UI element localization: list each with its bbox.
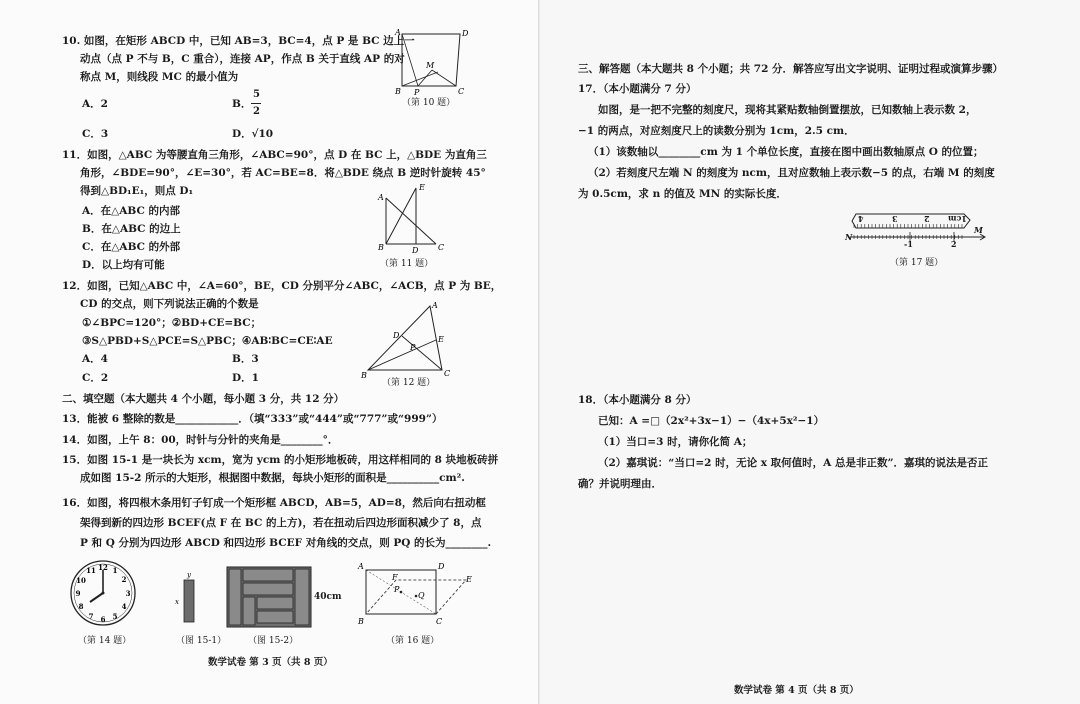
svg-text:6: 6	[100, 615, 106, 624]
q11-option-b: B．在△ABC 的边上	[82, 223, 181, 235]
q10-option-b: B．	[232, 98, 252, 110]
q18-line1: 已知：A =□（2x²+3x−1）−（4x+5x²−1）	[598, 415, 825, 427]
q10-line1: 10. 如图，在矩形 ABCD 中，已知 AB=3，BC=4，点 P 是 BC 边上一	[62, 35, 415, 47]
q18-line4: 确？并说明理由．	[578, 478, 662, 490]
svg-text:A: A	[378, 193, 384, 202]
q10-option-c: C．3	[82, 128, 109, 140]
svg-text:E: E	[466, 575, 472, 584]
svg-text:x: x	[175, 598, 179, 606]
ruler-end-n: N	[845, 232, 853, 242]
q16-line2: 架得到新的四边形 BCEF(点 F 在 BC 的上方)，若在扭动后四边形面积减少了 8，点	[80, 517, 482, 529]
q17-line1: 如图，是一把不完整的刻度尺，现将其紧贴数轴倒置摆放，已知数轴上表示数 2，	[598, 104, 977, 116]
q13-text: 13．能被 6 整除的数是____________．（填“333”或“444”或“777”或“999”）	[62, 413, 443, 425]
q10-figure	[392, 28, 472, 98]
svg-text:2: 2	[121, 575, 127, 584]
q17-line3: （1）该数轴以________cm 为 1 个单位长度，直接在图中画出数轴原点 O 的位置；	[588, 146, 984, 158]
q18-title: 18．（本小题满分 8 分）	[578, 394, 697, 406]
svg-text:C: C	[438, 243, 445, 252]
section-3-heading: 三、解答题（本大题共 8 个小题；共 72 分．解答应写出文字说明、证明过程或演算步骤）	[578, 63, 1004, 75]
svg-text:A: A	[432, 301, 438, 310]
svg-text:10: 10	[76, 576, 86, 585]
axis-label-2: 2	[951, 239, 957, 249]
svg-text:D: D	[393, 331, 400, 340]
svg-text:P: P	[410, 343, 416, 352]
svg-text:C: C	[444, 369, 451, 378]
svg-text:D: D	[438, 562, 445, 571]
q12-line1: 12．如图，已知△ABC 中，∠A=60°，BE，CD 分别平分∠ABC，∠ACB，点 P 为 BE，	[62, 280, 502, 292]
q11-option-d: D．以上均有可能	[82, 259, 165, 271]
fraction-bar	[251, 103, 261, 104]
q15-line1: 15．如图 15-1 是一块长为 xcm，宽为 ycm 的小矩形地板砖，用这样相同的 8 块地板砖拼	[62, 454, 499, 466]
svg-text:B: B	[395, 87, 401, 96]
q18-line2: （1）当口=3 时，请你化简 A；	[598, 436, 753, 448]
fig15-2-figure	[226, 566, 312, 628]
page3-footer: 数学试卷 第 3 页（共 8 页）	[208, 657, 333, 668]
q11-caption: （第 11 题）	[380, 259, 434, 269]
svg-text:1: 1	[112, 566, 118, 575]
q11-line1: 11．如图，△ABC 为等腰直角三角形，∠ABC=90°，点 D 在 BC 上，△BDE 为直角三	[62, 149, 487, 161]
svg-text:B: B	[361, 371, 367, 378]
clock-figure	[68, 558, 138, 628]
svg-text:3: 3	[125, 589, 131, 598]
fig15-1-figure	[172, 568, 202, 628]
q10-caption: （第 10 题）	[402, 98, 456, 108]
q10-line2: 动点（点 P 不与 B，C 重合），连接 AP，作点 B 关于直线 AP 的对	[80, 53, 405, 65]
q10-line3: 称点 M，则线段 MC 的最小值为	[80, 71, 239, 83]
q11-line2: 角形，∠BDE=90°，∠E=30°，若 AC=BE=8．将△BDE 绕点 B 逆时针旋转 45°	[80, 167, 486, 179]
q12-line2: CD 的交点，则下列说法正确的个数是	[80, 298, 259, 310]
q11-option-c: C．在△ABC 的外部	[82, 241, 181, 253]
q11-figure	[374, 180, 464, 255]
ruler-label-4: 4	[858, 214, 864, 224]
q12-caption: （第 12 题）	[382, 378, 436, 388]
ruler-label-3: 3	[892, 214, 898, 224]
svg-text:9: 9	[75, 589, 81, 598]
q18-line3: （2）嘉琪说：“当口=2 时，无论 x 取何值时，A 总是非正数”．嘉琪的说法是否正	[598, 457, 989, 469]
svg-text:P: P	[394, 585, 400, 594]
q11-option-a: A．在△ABC 的内部	[82, 205, 180, 217]
exam-page-4	[540, 0, 1080, 704]
svg-text:E: E	[419, 183, 425, 192]
ruler-label-1cm: 1cm	[948, 214, 967, 224]
svg-text:M: M	[426, 61, 435, 70]
ruler-end-m: M	[974, 225, 983, 235]
svg-text:7: 7	[88, 612, 94, 621]
svg-text:B: B	[358, 617, 364, 626]
svg-text:11: 11	[86, 566, 96, 575]
svg-text:F: F	[392, 573, 398, 582]
svg-text:D: D	[462, 29, 469, 38]
fig15-1-caption: （图 15-1）	[176, 636, 227, 646]
page4-footer: 数学试卷 第 4 页（共 8 页）	[734, 685, 859, 696]
q12-option-b: B．3	[232, 353, 259, 365]
fig16-caption: （第 16 题）	[386, 636, 440, 646]
q12-option-a: A．4	[82, 353, 108, 365]
section-2-heading: 二、填空题（本大题共 4 个小题，每小题 3 分，共 12 分）	[62, 393, 345, 405]
ruler-figure	[844, 210, 994, 254]
svg-text:P: P	[414, 88, 420, 97]
ruler-label-2: 2	[924, 214, 930, 224]
q11-line3: 得到△BD₁E₁，则点 D₁	[80, 185, 194, 197]
svg-text:y: y	[187, 571, 191, 579]
fig15-2-caption: （图 15-2）	[248, 636, 299, 646]
q17-line5: 为 0.5cm，求 n 的值及 MN 的实际长度．	[578, 188, 787, 200]
q10-option-b-numerator: 5	[253, 89, 260, 100]
q12-figure	[360, 298, 460, 378]
q12-line4: ③S△PBD+S△PCE=S△PBC；④AB∶BC=CE∶AE	[82, 335, 333, 347]
svg-text:8: 8	[78, 602, 84, 611]
svg-text:D: D	[412, 246, 419, 255]
svg-text:A: A	[395, 28, 401, 37]
q12-option-c: C．2	[82, 372, 109, 384]
svg-text:Q: Q	[418, 591, 425, 600]
q16-figure	[354, 558, 474, 628]
axis-label-minus1: -1	[904, 239, 913, 249]
q10-option-b-denominator: 2	[253, 106, 260, 117]
q16-line1: 16．如图，将四根木条用钉子钉成一个矩形框 ABCD，AB=5，AD=8，然后向右扭动框	[62, 497, 486, 509]
svg-text:B: B	[378, 243, 384, 252]
q10-option-a: A．2	[82, 98, 108, 110]
q15-line2: 成如图 15-2 所示的大矩形，根据图中数据，每块小矩形的面积是__________cm².	[80, 472, 465, 484]
svg-text:A: A	[358, 562, 364, 571]
q14-text: 14．如图，上午 8：00，时针与分针的夹角是________°．	[62, 434, 339, 446]
svg-text:E: E	[438, 335, 444, 344]
q17-line2: −1 的两点，对应刻度尺上的读数分别为 1cm，2.5 cm．	[578, 125, 855, 137]
svg-text:5: 5	[112, 612, 118, 621]
q17-caption: （第 17 题）	[890, 258, 944, 268]
fig14-caption: （第 14 题）	[78, 636, 132, 646]
svg-text:4: 4	[121, 602, 127, 611]
q12-option-d: D．1	[232, 372, 259, 384]
q17-line4: （2）若刻度尺左端 N 的刻度为 ncm，且对应数轴上表示数−5 的点，右端 M 的刻度	[588, 167, 995, 179]
q10-option-d: D．√10	[232, 128, 274, 140]
svg-text:C: C	[458, 87, 465, 96]
q12-line3: ①∠BPC=120°；②BD+CE=BC；	[82, 317, 262, 329]
fig15-2-dimension-label: 40cm	[314, 592, 342, 602]
q16-line3: P 和 Q 分别为四边形 ABCD 和四边形 BCEF 对角线的交点，则 PQ 的长为________.	[80, 537, 492, 549]
svg-text:12: 12	[98, 563, 108, 572]
svg-text:C: C	[436, 617, 443, 626]
q17-title: 17．（本小题满分 7 分）	[578, 83, 697, 95]
